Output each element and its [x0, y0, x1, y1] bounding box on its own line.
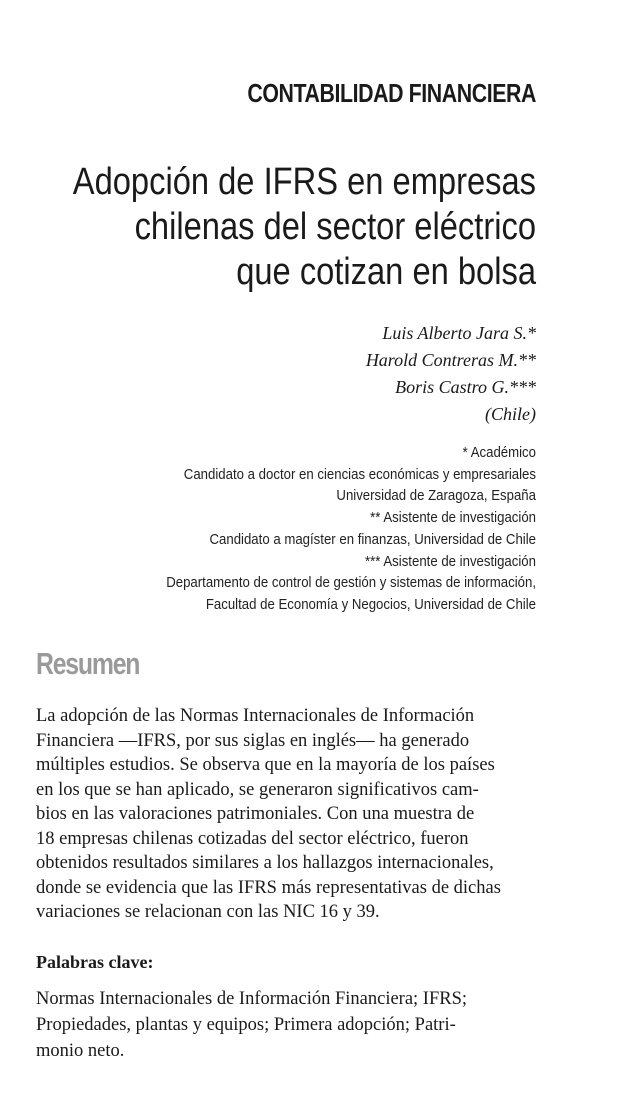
keywords-line: Propiedades, plantas y equipos; Primera adopción; Patri-: [36, 1015, 456, 1035]
article-title: [0, 160, 536, 295]
abstract-heading: Resumen: [36, 646, 140, 681]
abstract-body: [36, 704, 536, 925]
author-name: Luis Alberto Jara S.*: [382, 323, 536, 343]
author-country: (Chile): [485, 404, 536, 424]
abstract-line: La adopción de las Normas Internacionales de Información: [36, 706, 475, 726]
abstract-line: bios en las valoraciones patrimoniales. Con una muestra de: [36, 804, 475, 824]
affiliation-line: Candidato a magíster en finanzas, Universidad de Chile: [209, 530, 536, 548]
author-name: Harold Contreras M.**: [365, 350, 536, 370]
author-name: Boris Castro G.***: [395, 377, 536, 397]
affiliation-line: Departamento de control de gestión y sistemas de información,: [166, 574, 537, 592]
keywords-body: [36, 986, 536, 1064]
keywords-heading: Palabras clave:: [36, 952, 154, 972]
abstract-line: variaciones se relacionan con las NIC 16 y 39.: [36, 902, 380, 922]
affiliation-line: Candidato a doctor en ciencias económicas y empresariales: [183, 465, 536, 483]
affiliation-line: *** Asistente de investigación: [365, 552, 536, 570]
title-line: Adopción de IFRS en empresas: [72, 161, 536, 203]
keywords-line: Normas Internacionales de Información Financiera; IFRS;: [36, 989, 468, 1009]
abstract-line: obtenidos resultados similares a los hallazgos internacionales,: [36, 853, 494, 873]
section-label: CONTABILIDAD FINANCIERA: [247, 78, 536, 108]
title-line: chilenas del sector eléctrico: [134, 206, 536, 248]
abstract-line: 18 empresas chilenas cotizadas del sector eléctrico, fueron: [36, 828, 469, 849]
abstract-line: múltiples estudios. Se observa que en la mayoría de los países: [36, 755, 495, 775]
title-line: que cotizan en bolsa: [236, 251, 536, 293]
affiliation-line: Facultad de Economía y Negocios, Universidad de Chile: [205, 595, 537, 613]
abstract-line: en los que se han aplicado, se generaron significativos cam-: [36, 779, 479, 800]
affiliation-line: Universidad de Zaragoza, España: [336, 487, 536, 505]
affiliation-line: ** Asistente de investigación: [370, 509, 536, 527]
keywords-line: monio neto.: [36, 1041, 125, 1061]
affiliation-notes: [16, 442, 536, 616]
author-list: [136, 320, 536, 428]
abstract-line: Financiera —IFRS, por sus siglas en inglés— ha generado: [36, 730, 470, 751]
abstract-line: donde se evidencia que las IFRS más representativas de dichas: [36, 877, 501, 898]
affiliation-line: * Académico: [462, 444, 536, 461]
